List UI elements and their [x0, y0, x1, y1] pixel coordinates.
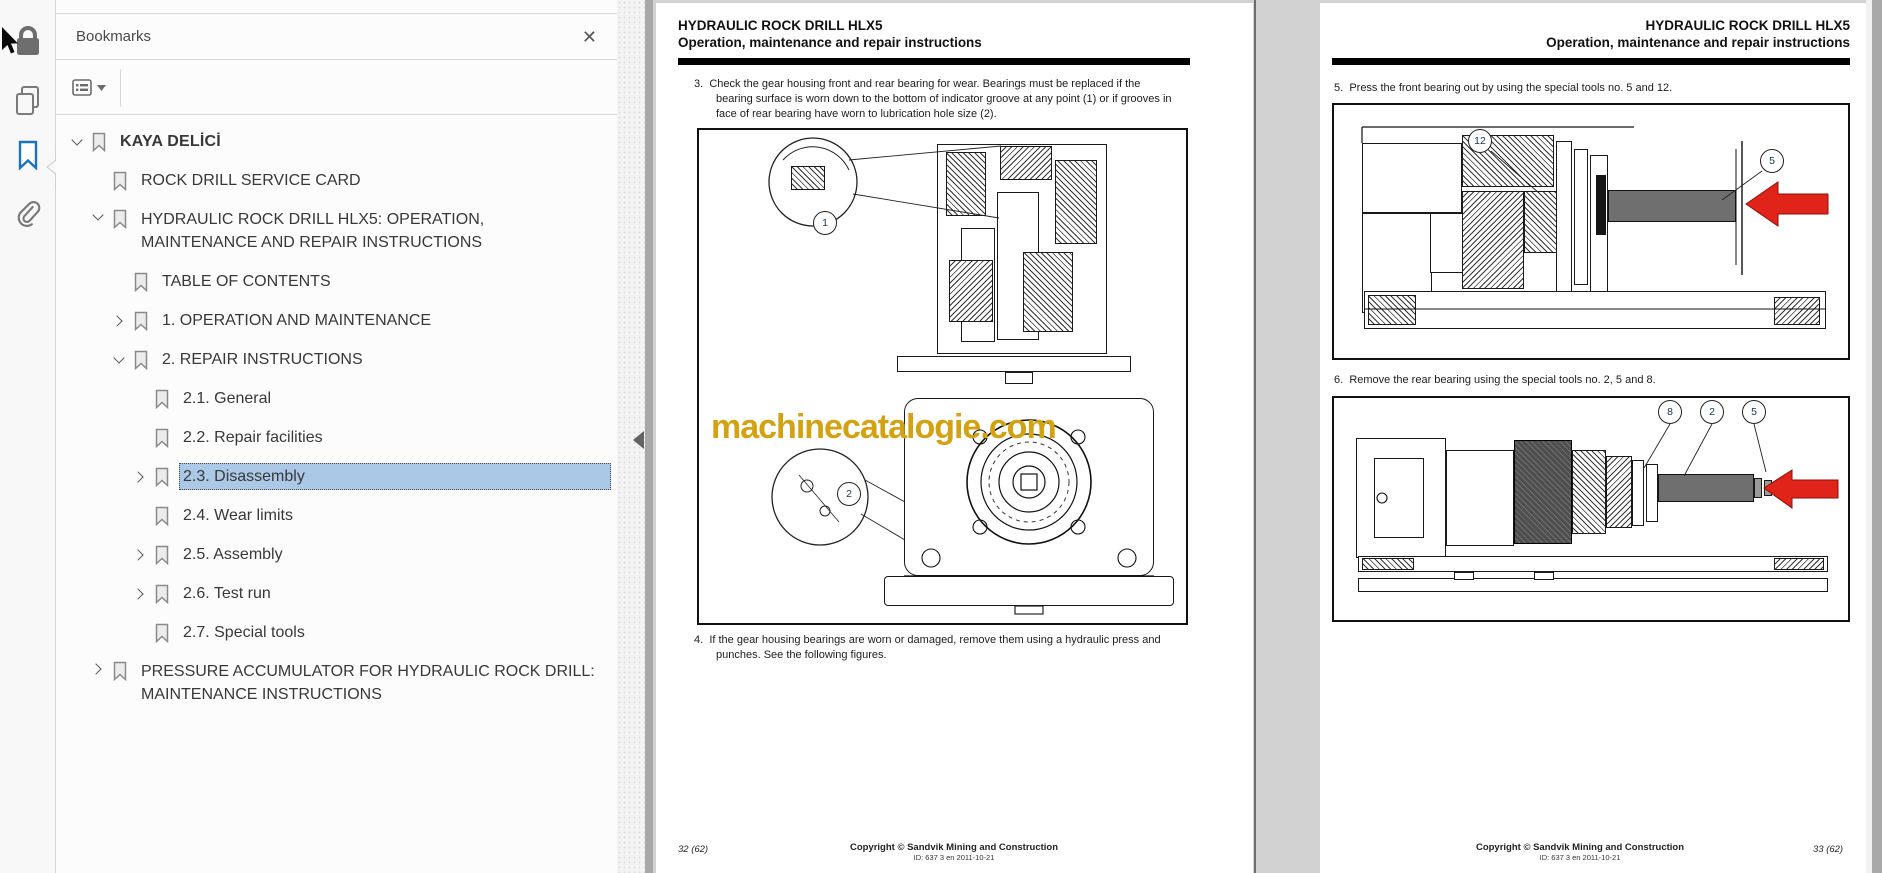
- bookmark-tree-item[interactable]: TABLE OF CONTENTS: [56, 262, 617, 301]
- page-header-subtitle: Operation, maintenance and repair instructions: [678, 35, 982, 50]
- chevron-down-icon: [97, 85, 106, 91]
- chevron-icon[interactable]: [133, 625, 148, 640]
- footer-doc-id: ID: 637 3 en 2011-10-21: [1539, 853, 1621, 862]
- close-icon[interactable]: ✕: [581, 26, 597, 47]
- chevron-icon[interactable]: [112, 313, 127, 328]
- step-3: 3. Check the gear housing front and rear bearing for wear. Bearings must be replaced if the bearing surface is worn down to the bottom of indicator groove at any point (1) or if grooves in face of rear bearing have worn to lubrication hole size (2).: [694, 78, 1172, 120]
- bookmark-tree-item[interactable]: ROCK DRILL SERVICE CARD: [56, 161, 617, 200]
- bookmarks-panel: [56, 0, 617, 873]
- bookmark-icon: [154, 389, 170, 409]
- figure-callout: 8: [1658, 400, 1682, 424]
- chevron-icon[interactable]: [133, 469, 148, 484]
- bookmark-icon: [154, 584, 170, 604]
- pages-icon[interactable]: [0, 85, 56, 117]
- figure-callout: 2: [1700, 400, 1724, 424]
- mouse-cursor: [1, 26, 21, 56]
- panel-splitter[interactable]: [645, 0, 653, 873]
- step-4: 4. If the gear housing bearings are worn or damaged, remove them using a hydraulic press and punches. See the following figures.: [694, 634, 1161, 661]
- bookmarks-toolbar: [56, 61, 617, 115]
- chevron-icon[interactable]: [112, 274, 127, 289]
- panel-title: Bookmarks: [76, 28, 152, 45]
- bookmark-icon: [154, 506, 170, 526]
- red-arrow-left: [1764, 470, 1838, 508]
- bookmark-icon: [91, 132, 107, 152]
- bookmark-tree-item[interactable]: 2.4. Wear limits: [56, 496, 617, 535]
- bookmark-icon: [112, 661, 128, 681]
- step-5: 5. Press the front bearing out by using the special tools no. 5 and 12.: [1334, 82, 1673, 94]
- figure-front-bearing: [1332, 103, 1850, 360]
- bookmark-icon: [112, 171, 128, 191]
- bookmark-tree-item[interactable]: PRESSURE ACCUMULATOR FOR HYDRAULIC ROCK DRILL: MAINTENANCE INSTRUCTIONS: [56, 652, 617, 714]
- watermark-text: machinecatalogie.com: [711, 408, 1056, 446]
- figure-gear-housing: [697, 128, 1188, 625]
- bookmark-tree-item[interactable]: 2.3. Disassembly: [56, 457, 617, 496]
- options-list-icon: [72, 79, 92, 96]
- page-number: 33 (62): [1813, 844, 1844, 855]
- header-rule: [678, 58, 1190, 65]
- bookmarks-tree: [56, 122, 617, 714]
- chevron-icon[interactable]: [91, 209, 106, 224]
- bookmark-icon: [154, 623, 170, 643]
- page-number: 32 (62): [678, 844, 709, 855]
- chevron-icon[interactable]: [133, 430, 148, 445]
- figure-callout: 5: [1760, 149, 1784, 173]
- bookmark-tree-item[interactable]: 2.6. Test run: [56, 574, 617, 613]
- pdf-page-32: [656, 3, 1253, 873]
- pdf-page-33: [1320, 3, 1866, 873]
- bookmark-tree-item[interactable]: 1. OPERATION AND MAINTENANCE: [56, 301, 617, 340]
- bookmarks-panel-header: [56, 13, 617, 60]
- page-header-title: HYDRAULIC ROCK DRILL HLX5: [678, 18, 883, 33]
- page-header-title: HYDRAULIC ROCK DRILL HLX5: [1645, 18, 1850, 33]
- chevron-icon[interactable]: [112, 352, 127, 367]
- bookmark-icon: [154, 467, 170, 487]
- footer-copyright: Copyright © Sandvik Mining and Construction: [849, 842, 1059, 853]
- bookmark-tree-item[interactable]: 2.5. Assembly: [56, 535, 617, 574]
- chevron-icon[interactable]: [133, 586, 148, 601]
- bookmark-icon: [133, 311, 149, 331]
- page-header-subtitle: Operation, maintenance and repair instructions: [1546, 35, 1850, 50]
- bookmark-tree-item[interactable]: 2.7. Special tools: [56, 613, 617, 652]
- bookmark-tree-item[interactable]: HYDRAULIC ROCK DRILL HLX5: OPERATION, MAINTENANCE AND REPAIR INSTRUCTIONS: [56, 200, 617, 262]
- bookmark-icon: [133, 350, 149, 370]
- step-6: 6. Remove the rear bearing using the special tools no. 2, 5 and 8.: [1334, 374, 1656, 386]
- bookmark-tree-item[interactable]: KAYA DELİCİ: [56, 122, 617, 161]
- bookmark-icon: [133, 272, 149, 292]
- bookmark-icon: [154, 545, 170, 565]
- document-area: [653, 0, 1866, 873]
- chevron-icon[interactable]: [133, 547, 148, 562]
- chevron-icon[interactable]: [133, 391, 148, 406]
- red-arrow-left: [1746, 182, 1828, 226]
- toolbar-separator: [120, 69, 121, 107]
- bookmark-tree-item[interactable]: 2.1. General: [56, 379, 617, 418]
- chevron-icon[interactable]: [91, 173, 106, 188]
- chevron-icon[interactable]: [91, 661, 106, 676]
- header-rule: [1332, 58, 1850, 65]
- bookmark-icon: [112, 209, 128, 229]
- footer-doc-id: ID: 637 3 en 2011-10-21: [913, 853, 995, 862]
- vertical-scrollbar-thumb[interactable]: [1872, 0, 1882, 873]
- bookmark-icon: [154, 428, 170, 448]
- bookmark-options-button[interactable]: [72, 79, 106, 96]
- bookmark-tree-item[interactable]: 2.2. Repair facilities: [56, 418, 617, 457]
- figure-rear-bearing: [1332, 396, 1850, 622]
- figure-callout: 2: [837, 482, 861, 506]
- collapse-panel-arrow[interactable]: [624, 431, 644, 449]
- figure-callout: 1: [813, 211, 837, 235]
- left-tool-strip: [0, 0, 56, 873]
- page-divider: [1254, 0, 1256, 873]
- paperclip-icon[interactable]: [0, 198, 56, 232]
- panel-notch: [44, 146, 56, 188]
- bookmark-tree-item[interactable]: 2. REPAIR INSTRUCTIONS: [56, 340, 617, 379]
- footer-copyright: Copyright © Sandvik Mining and Construction: [1475, 842, 1685, 853]
- figure-callout: 5: [1742, 400, 1766, 424]
- chevron-icon[interactable]: [70, 134, 85, 149]
- chevron-icon[interactable]: [133, 508, 148, 523]
- figure-callout: 12: [1468, 129, 1492, 153]
